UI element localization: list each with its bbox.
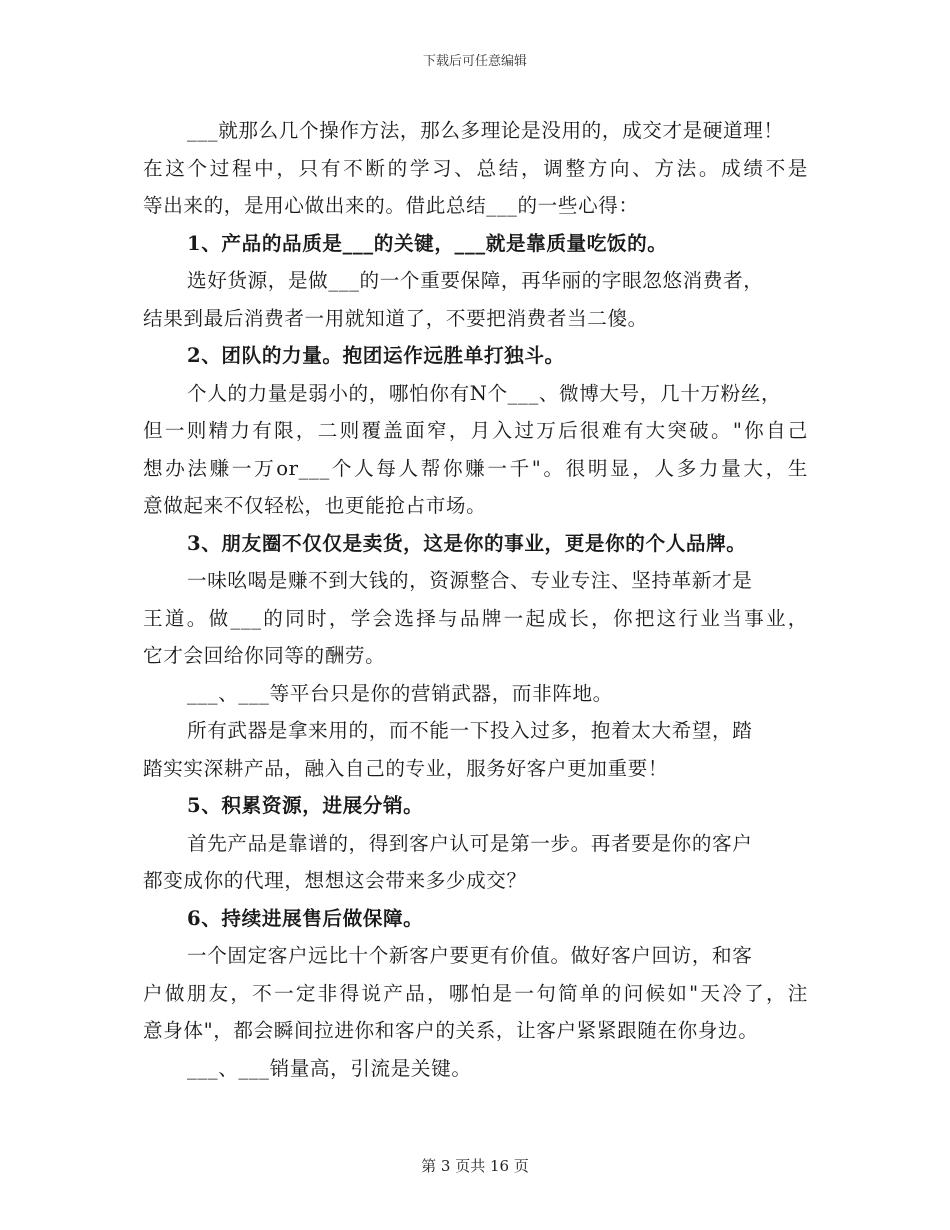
paragraph-line: 个人的力量是弱小的，哪怕你有N个___、微博大号，几十万粉丝， — [187, 381, 782, 405]
page-footer: 第 3 页共 16 页 — [421, 1157, 529, 1175]
paragraph-line: 意身体"，都会瞬间拉进你和客户的关系，让客户紧紧跟随在你身边。 — [143, 1019, 759, 1042]
paragraph-line: 王道。做___的同时，学会选择与品牌一起成长，你把这行业当事业， — [143, 606, 808, 630]
page-header: 下载后可任意编辑 — [422, 54, 527, 69]
section-heading: 1、产品的品质是___的关键，___就是靠质量吃饭的。 — [187, 231, 668, 255]
section-heading: 3、朋友圈不仅仅是卖货，这是你的事业，更是你的个人品牌。 — [187, 531, 747, 555]
paragraph-line: 户做朋友，不一定非得说产品，哪怕是一句简单的问候如"天冷了，注 — [143, 981, 808, 1005]
paragraph-line: 意做起来不仅轻松，也更能抢占市场。 — [143, 494, 487, 517]
paragraph-line: 踏实实深耕产品，融入自己的专业，服务好客户更加重要！ — [143, 756, 669, 780]
section-heading: 2、团队的力量。抱团运作远胜单打独斗。 — [187, 344, 565, 367]
section-heading: 5、积累资源，进展分销。 — [187, 794, 424, 817]
paragraph-line: ___就那么几个操作方法，那么多理论是没用的，成交才是硬道理！ — [187, 119, 784, 142]
document-body — [143, 112, 808, 1087]
paragraph-line: 但一则精力有限，二则覆盖面窄，月入过万后很难有大突破。"你自己 — [143, 419, 808, 442]
paragraph-line: 结果到最后消费者一用就知道了，不要把消费者当二傻。 — [143, 306, 648, 330]
section-heading: 6、持续进展售后做保障。 — [187, 906, 424, 930]
paragraph-line: ___、___销量高，引流是关键。 — [187, 1056, 472, 1080]
paragraph-line: ___、___等平台只是你的营销武器，而非阵地。 — [187, 681, 613, 705]
paragraph-line: 一味吆喝是赚不到大钱的，资源整合、专业专注、坚持革新才是 — [187, 569, 753, 592]
paragraph-line: 都变成你的代理，想想这会带来多少成交？ — [143, 869, 527, 892]
paragraph-line: 所有武器是拿来用的，而不能一下投入过多，抱着太大希望，踏 — [187, 719, 753, 742]
paragraph-line: 选好货源，是做___的一个重要保障，再华丽的字眼忽悠消费者， — [187, 269, 764, 292]
paragraph-line: 首先产品是靠谱的，得到客户认可是第一步。再者要是你的客户 — [187, 831, 753, 855]
paragraph-line: 它才会回给你同等的酬劳。 — [143, 644, 386, 667]
paragraph-line: 等出来的，是用心做出来的。借此总结___的一些心得： — [143, 194, 639, 217]
paragraph-line: 想办法赚一万or___个人每人帮你赚一千"。很明显，人多力量大，生 — [143, 456, 808, 480]
paragraph-line: 在这个过程中，只有不断的学习、总结，调整方向、方法。成绩不是 — [143, 156, 808, 180]
paragraph-line: 一个固定客户远比十个新客户要更有价值。做好客户回访，和客 — [187, 944, 753, 967]
